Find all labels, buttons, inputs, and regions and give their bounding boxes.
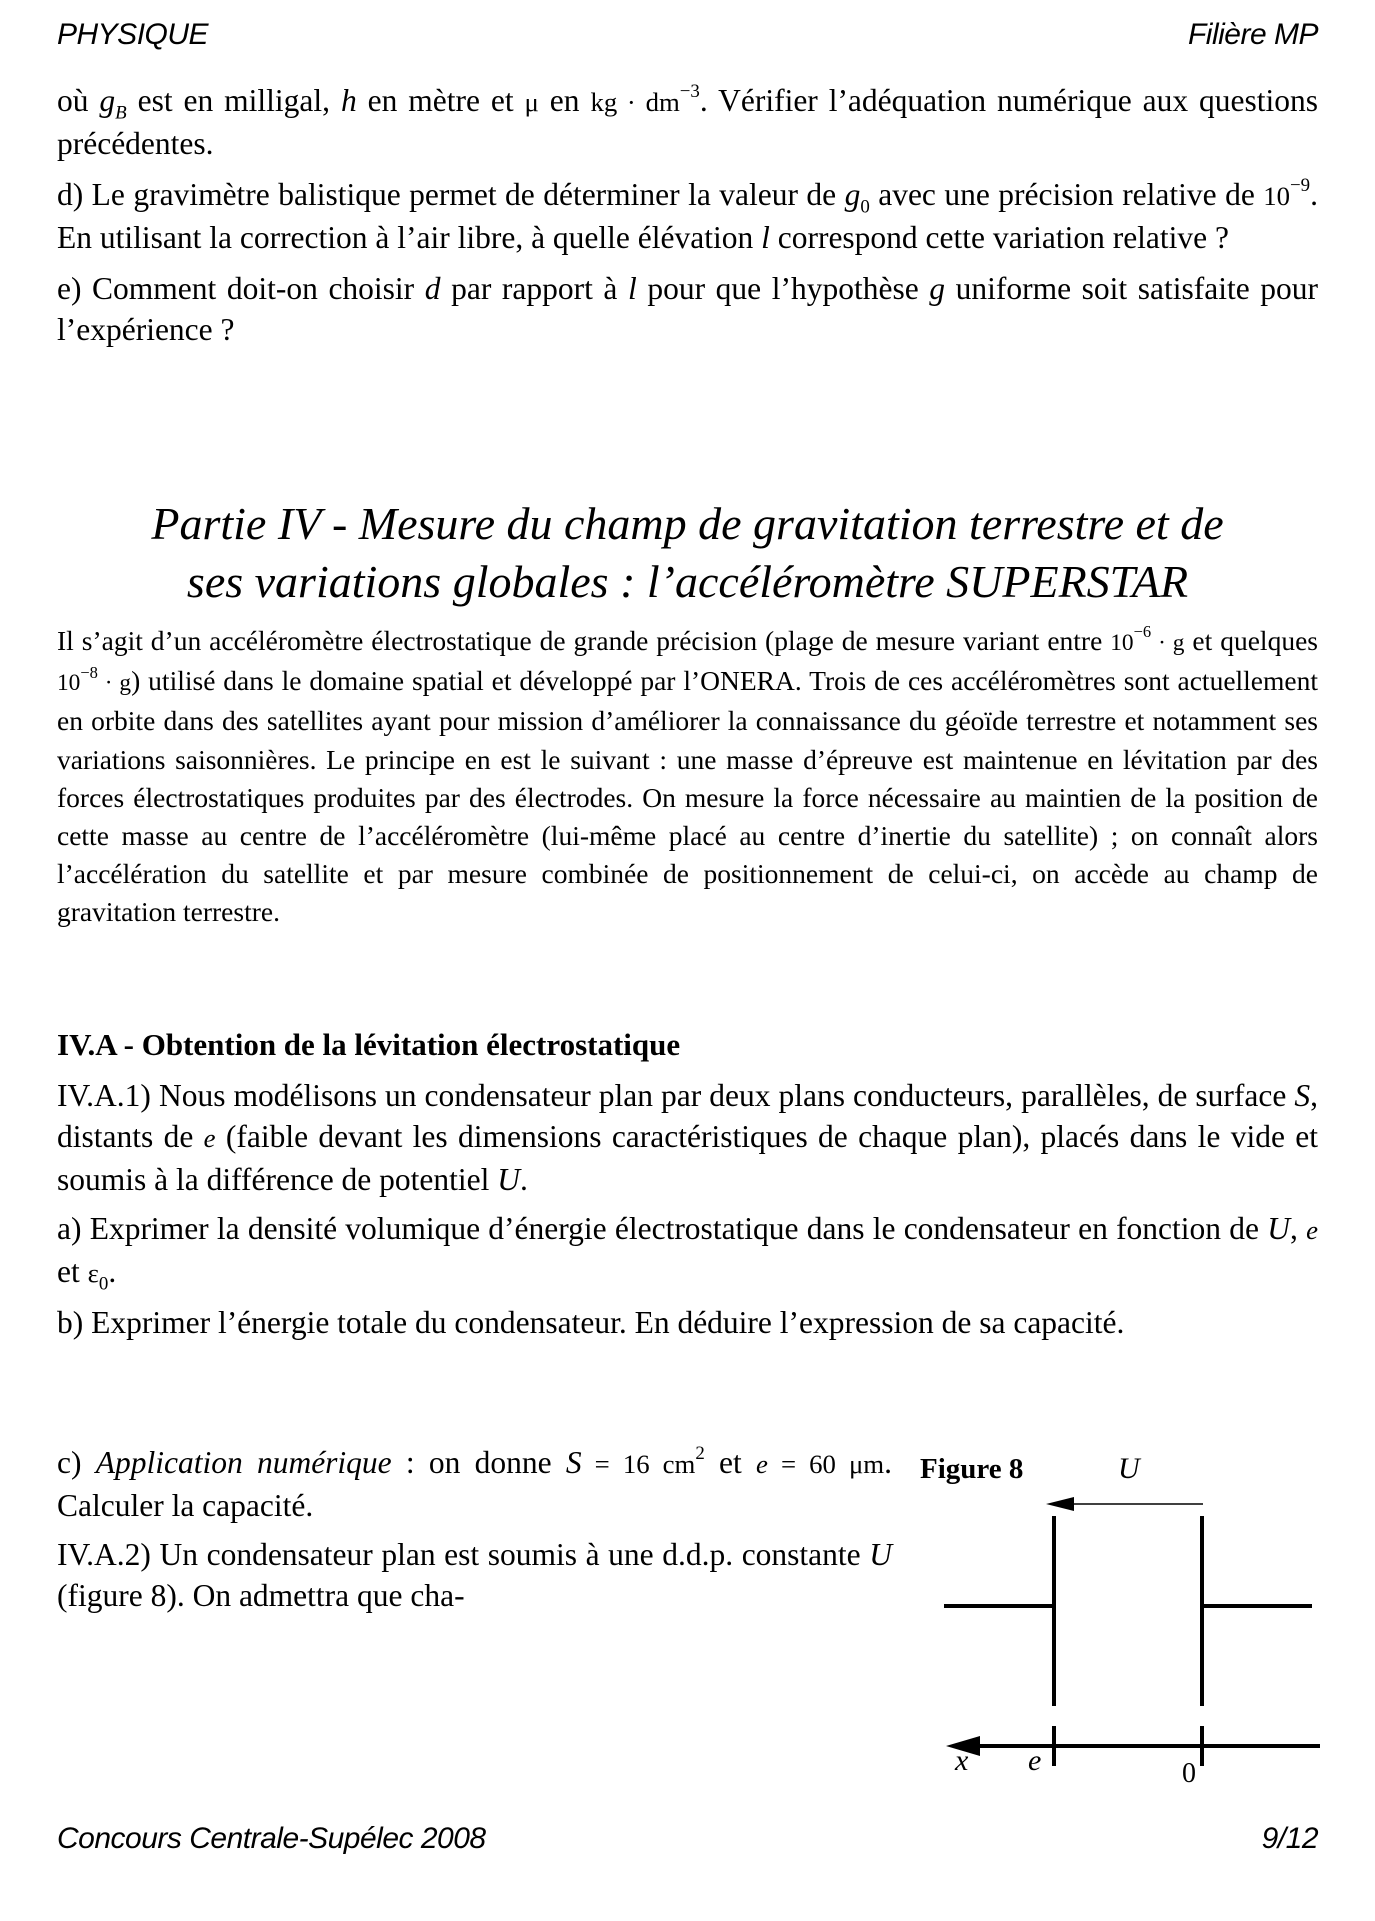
header-track: Filière MP (1187, 18, 1318, 51)
part-title-line-2: ses variations globales : l’accéléromètre SUPERSTAR (186, 556, 1189, 607)
tick-label-zero: 0 (1182, 1758, 1196, 1789)
question-d: d) Le gravimètre balistique permet de déterminer la valeur de $g_0$ avec une précision relative de $10^{-9}$. En utilisant la correction à l’air libre, à quelle élévation l correspond cette variation relative ? (57, 174, 1318, 255)
section-heading: IV.A - Obtention de la lévitation électrostatique (57, 1027, 681, 1062)
intro-paragraph: Il s’agit d’un accéléromètre électrostatique de grande précision (plage de mesure variant entre $10^{-6} \cdot g$ et quelques $10^{-8} \cdot g$) utilisé dans le domaine spatial et développé par l’ONERA. Trois de ces accéléromètres sont actuellement en orbite dans des satellites ayant pour mission d’améliorer la connaissance du géoïde terrestre et notamment ses variations saisonnières. Le principe en est le suivant : une masse d’épreuve est maintenue en lévitation par des forces électrostatiques produites par des électrodes. On mesure la force nécessaire au maintien de la position de cette masse au centre de l’accéléromètre (lui-même placé au centre d’inertie du satellite) ; on connaît alors l’accélération du satellite et par mesure combinée de positionnement de celui-ci, on accède au champ de gravitation terrestre. (57, 622, 1319, 928)
footer-exam: Concours Centrale-Supélec 2008 (57, 1822, 486, 1855)
question-iva1-block (57, 1075, 1318, 1343)
header-subject: PHYSIQUE (57, 18, 209, 51)
question-iva1: IV.A.1) Nous modélisons un condensateur plan par deux plans conducteurs, parallèles, de surface S, distants de e (faible devant les dimensions caractéristiques de chaque plan), placés dans le vide et soumis à la différence de potentiel U. (57, 1078, 1318, 1197)
page-footer (57, 1822, 1318, 1862)
figure-label: Figure 8 (920, 1453, 1024, 1485)
question-e: e) Comment doit-on choisir d par rapport à l pour que l’hypothèse g uniforme soit satisfaite pour l’expérience ? (57, 271, 1318, 347)
page-number: 9/12 (1261, 1822, 1318, 1855)
x-axis (946, 1736, 1320, 1756)
question-c: c) Application numérique : on donne S = 16 $cm^2$ et e = 60 μm. Calculer la capacité. (57, 1442, 892, 1523)
tick-label-e: e (1028, 1744, 1042, 1777)
figure-8-diagram (900, 1430, 1320, 1790)
question-iva2: IV.A.2) Un condensateur plan est soumis à une d.d.p. constante U (figure 8). On admettra que cha- (57, 1537, 892, 1613)
part-title (40, 495, 1335, 611)
voltage-arrow (1046, 1497, 1203, 1511)
question-b: b) Exprimer l’énergie totale du condensateur. En déduire l’expression de sa capacité. (57, 1305, 1125, 1340)
axis-label-x: x (955, 1744, 969, 1777)
top-block (57, 80, 1318, 350)
page-header (57, 18, 1318, 58)
voltage-label: U (1118, 1452, 1140, 1485)
part-title-line-1: Partie IV - Mesure du champ de gravitation terrestre et de (151, 498, 1224, 549)
figure-8 (900, 1430, 1320, 1790)
question-c-block (57, 1442, 892, 1616)
question-a: a) Exprimer la densité volumique d’énergie électrostatique dans le condensateur en fonction de U, e et $\varepsilon_0$. (57, 1211, 1318, 1295)
paragraph-units: où $g_B$ est en milligal, h en mètre et μ en kg · $dm^{-3}$. Vérifier l’adéquation numérique aux questions précédentes. (57, 80, 1319, 161)
